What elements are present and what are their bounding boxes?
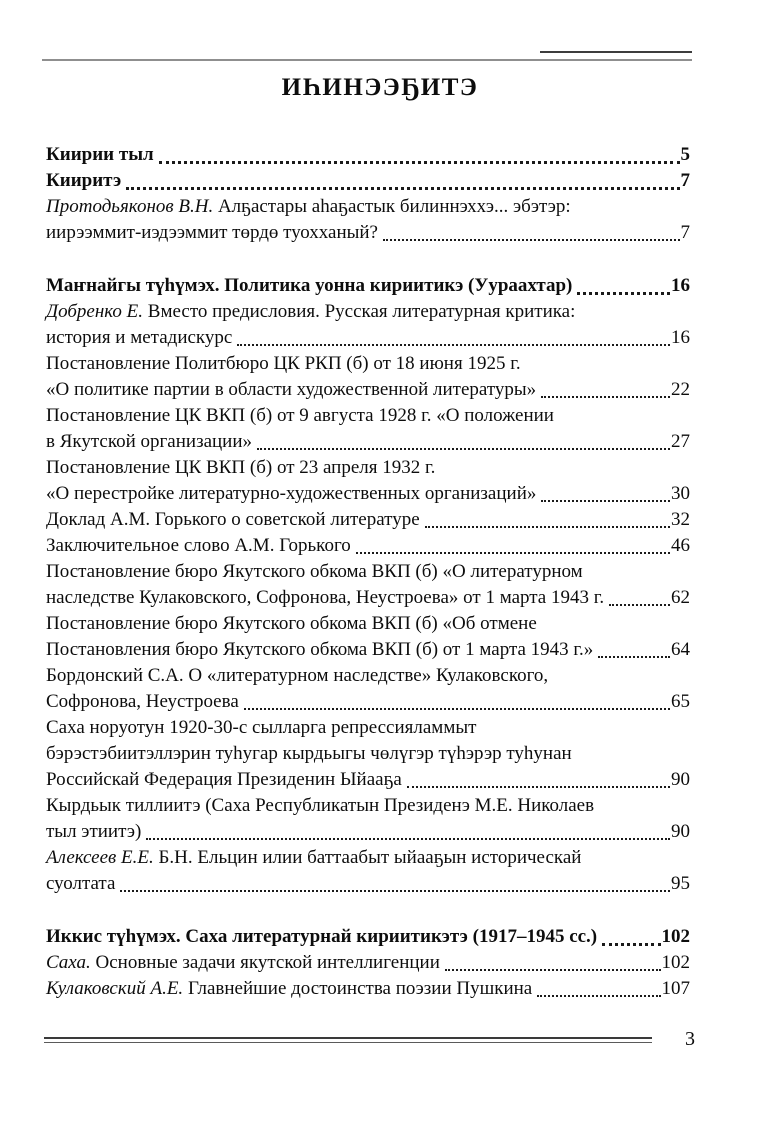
toc-line — [46, 845, 690, 871]
toc-text — [46, 637, 593, 663]
toc-title-text: иирээммит-иэдээммит төрдө туохханый? — [46, 222, 378, 243]
toc-text — [46, 663, 548, 689]
toc-title-text: история и метадискурс — [46, 327, 233, 348]
toc-text — [46, 976, 532, 1002]
toc-line — [46, 533, 690, 559]
dot-leader — [609, 604, 670, 606]
toc-title-text: Маҥнайгы түһүмэх. Политика уонна кириитикэ (Уураахтар) — [46, 275, 573, 296]
toc-title-text: Алҕастары аһаҕастык билиннэххэ... эбэтэр: — [213, 196, 571, 217]
toc-line — [46, 559, 690, 585]
toc-author: Алексеев Е.Е. — [46, 847, 154, 868]
toc-author: Саха. — [46, 952, 91, 973]
toc-line — [46, 976, 690, 1002]
toc-page-ref: 62 — [671, 587, 690, 608]
dot-leader — [244, 708, 670, 710]
toc-text — [46, 220, 378, 246]
toc-title-text: Российскай Федерация Президенин Ыйааҕа — [46, 769, 402, 790]
toc-title-text: Постановление ЦК ВКП (б) от 23 апреля 1932 г. — [46, 457, 436, 478]
toc-text — [46, 403, 554, 429]
toc-line — [46, 924, 690, 950]
toc-page-ref: 102 — [661, 926, 690, 947]
toc-line — [46, 273, 690, 299]
dot-leader — [257, 448, 670, 450]
toc-title-text: наследстве Кулаковского, Софронова, Неустроева» от 1 марта 1943 г. — [46, 587, 605, 608]
toc-title-text: Саха норуотун 1920-30-с сылларга репрессияламмыт — [46, 717, 477, 738]
header-accent-rule — [540, 51, 692, 53]
toc-title-text: Киирии тыл — [46, 144, 154, 165]
toc-page-ref: 102 — [661, 952, 690, 973]
toc-title-text: Кииритэ — [46, 170, 122, 191]
toc-title-text: Основные задачи якутской интеллигенции — [90, 952, 440, 973]
dot-leader — [577, 292, 670, 295]
toc-author: Добренко Е. — [46, 301, 144, 322]
page-number: 3 — [685, 1028, 695, 1050]
toc-text — [46, 168, 121, 194]
dot-leader — [425, 526, 670, 528]
toc-line — [46, 611, 690, 637]
toc-title-text: Главнейшие достоинства поэзии Пушкина — [183, 978, 533, 999]
toc-page-ref: 95 — [671, 873, 690, 894]
toc-line — [46, 325, 690, 351]
dot-leader — [237, 344, 670, 346]
toc-page-ref: 65 — [671, 691, 690, 712]
toc-title-text: Постановление бюро Якутского обкома ВКП (б) «Об отмене — [46, 613, 537, 634]
toc-author: Кулаковский А.Е. — [46, 978, 184, 999]
toc-text — [46, 351, 521, 377]
toc-text — [46, 715, 476, 741]
toc-page-ref: 46 — [671, 535, 690, 556]
toc-page-ref: 107 — [661, 978, 690, 999]
toc-line — [46, 455, 690, 481]
toc-page-ref: 90 — [671, 821, 690, 842]
toc-title-text: Доклад А.М. Горького о советской литературе — [46, 509, 420, 530]
toc-title-text: Иккис түһүмэх. Саха литературнай кириитикэтэ (1917–1945 сс.) — [46, 926, 598, 947]
dot-leader — [602, 943, 660, 946]
toc-text — [46, 950, 440, 976]
toc-page-ref: 7 — [680, 222, 690, 243]
toc-title-text: Бордонский С.А. О «литературном наследстве» Кулаковского, — [46, 665, 549, 686]
toc-text — [46, 585, 604, 611]
toc-page-ref: 16 — [671, 327, 690, 348]
toc-title-text: Постановление Политбюро ЦК РКП (б) от 18 июня 1925 г. — [46, 353, 521, 374]
dot-leader — [159, 161, 680, 164]
toc-text — [46, 611, 537, 637]
toc-line — [46, 637, 690, 663]
toc-title-text: Кырдьык тиллиитэ (Саха Республикатын Президенэ М.Е. Николаев — [46, 795, 595, 816]
toc-text — [46, 845, 581, 871]
toc-title-text: Вместо предисловия. Русская литературная критика: — [143, 301, 576, 322]
toc-text — [46, 455, 435, 481]
toc-line — [46, 793, 690, 819]
toc-title-text: суолтата — [46, 873, 116, 894]
footer-rule — [44, 1037, 652, 1043]
toc-page-ref: 64 — [671, 639, 690, 660]
toc-page-ref: 7 — [680, 170, 690, 191]
toc-page-ref: 16 — [671, 275, 690, 296]
toc-title-text: бэрэстэбиитэллэрин туһугар кырдьыгы чөлүгэр түһэрэр туһунан — [46, 743, 572, 764]
toc-author: Протодьяконов В.Н. — [46, 196, 214, 217]
toc-line — [46, 194, 690, 220]
toc-text — [46, 377, 536, 403]
toc-title-text: Постановление бюро Якутского обкома ВКП (б) «О литературном — [46, 561, 583, 582]
toc-line — [46, 403, 690, 429]
page-title: ИҺИНЭЭҔИТЭ — [281, 74, 479, 101]
toc-line — [46, 351, 690, 377]
toc-title-text: в Якутской организации» — [46, 431, 253, 452]
toc-text — [46, 194, 571, 220]
dot-leader — [598, 656, 670, 658]
dot-leader — [541, 500, 670, 502]
toc-text — [46, 559, 583, 585]
toc-line — [46, 663, 690, 689]
toc-page-ref: 30 — [671, 483, 690, 504]
toc-line — [46, 507, 690, 533]
header-rule — [42, 59, 692, 61]
toc-page-ref: 27 — [671, 431, 690, 452]
toc-title-text: «О перестройке литературно-художественных организаций» — [46, 483, 537, 504]
dot-leader — [541, 396, 670, 398]
toc-page-ref: 5 — [680, 144, 690, 165]
toc-line — [46, 168, 690, 194]
toc-line — [46, 767, 690, 793]
toc-title-text: Постановления бюро Якутского обкома ВКП (б) от 1 марта 1943 г.» — [46, 639, 594, 660]
toc-text — [46, 481, 536, 507]
dot-leader — [120, 890, 670, 892]
toc-line — [46, 220, 690, 246]
dot-leader — [407, 786, 670, 788]
toc-text — [46, 689, 239, 715]
dot-leader — [383, 239, 680, 241]
dot-leader — [356, 552, 670, 554]
toc-line — [46, 377, 690, 403]
toc-line — [46, 299, 690, 325]
toc-text — [46, 793, 594, 819]
toc-page-ref: 22 — [671, 379, 690, 400]
toc-line — [46, 585, 690, 611]
toc-title-text: «О политике партии в области художественной литературы» — [46, 379, 537, 400]
toc-line — [46, 871, 690, 897]
toc-line — [46, 689, 690, 715]
toc-text — [46, 533, 351, 559]
toc-title-text: Софронова, Неустроева — [46, 691, 239, 712]
toc-title-text: тыл этиитэ) — [46, 821, 142, 842]
toc-text — [46, 507, 420, 533]
toc-text — [46, 741, 572, 767]
toc-text — [46, 325, 232, 351]
toc-line — [46, 715, 690, 741]
dot-leader — [445, 969, 661, 971]
toc-text — [46, 924, 597, 950]
toc-title-text: Б.Н. Ельцин илии баттаабыт ыйааҕын историческай — [153, 847, 582, 868]
toc-line — [46, 950, 690, 976]
toc-text — [46, 273, 572, 299]
toc-title-text: Заключительное слово А.М. Горького — [46, 535, 351, 556]
toc-text — [46, 767, 402, 793]
toc-text — [46, 819, 141, 845]
dot-leader — [146, 838, 670, 840]
toc-title-text: Постановление ЦК ВКП (б) от 9 августа 1928 г. «О положении — [46, 405, 554, 426]
dot-leader — [537, 995, 660, 997]
toc-page-ref: 90 — [671, 769, 690, 790]
toc-text — [46, 429, 252, 455]
toc-line — [46, 741, 690, 767]
toc-line — [46, 142, 690, 168]
toc-list — [46, 142, 690, 1002]
toc-text — [46, 299, 575, 325]
toc-line — [46, 819, 690, 845]
dot-leader — [126, 187, 679, 190]
toc-line — [46, 429, 690, 455]
toc-text — [46, 871, 115, 897]
toc-line — [46, 481, 690, 507]
toc-text — [46, 142, 154, 168]
toc-page-ref: 32 — [671, 509, 690, 530]
